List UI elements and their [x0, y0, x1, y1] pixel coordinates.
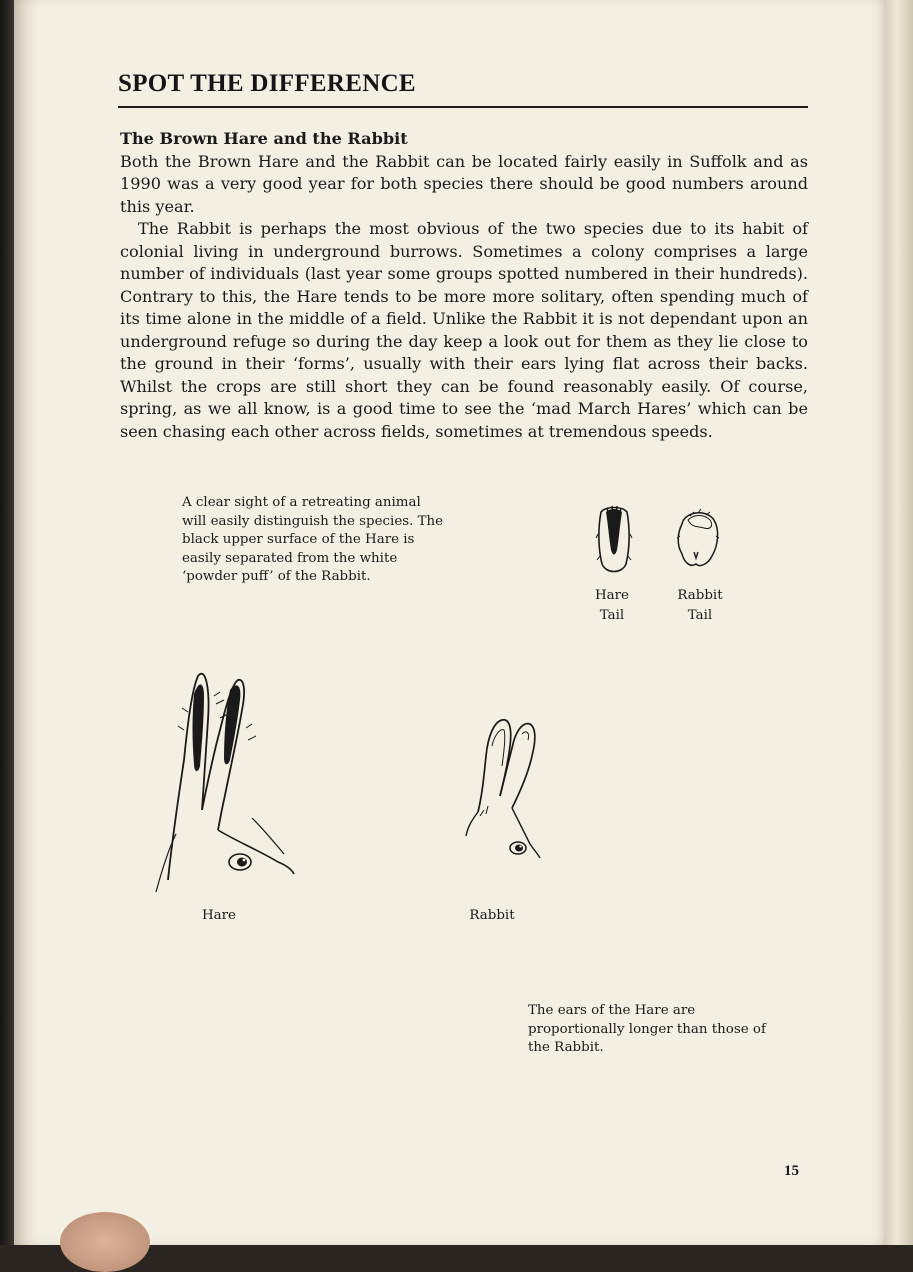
rabbit-ears-label: Rabbit: [469, 908, 515, 923]
rabbit-tail-label-name: Rabbit: [677, 588, 723, 603]
page-edge: [886, 0, 913, 1245]
page-title: SPOT THE DIFFERENCE: [118, 70, 416, 97]
hare-ears-illustration: [148, 670, 298, 892]
article-body: [120, 128, 808, 443]
page-number: 15: [784, 1163, 799, 1179]
article-paragraph: Both the Brown Hare and the Rabbit can be located fairly easily in Suffolk and as 1990 was a very good year for both species there should be good numbers around this year.: [120, 151, 808, 216]
hare-tail-label-name: Hare: [595, 588, 629, 603]
ears-caption: The ears of the Hare are proportionally longer than those of the Rabbit.: [528, 1003, 766, 1056]
hare-tail-label-tail: Tail: [599, 608, 625, 623]
tail-caption: A clear sight of a retreating animal will easily distinguish the species. The black upper surface of the Hare is easily separated from the white ‘powder puff’ of the Rabbit.: [182, 495, 444, 585]
rabbit-tail-label-tail: Tail: [687, 608, 713, 623]
book-binding: [0, 0, 14, 1245]
rabbit-tail-illustration: [670, 506, 724, 572]
rabbit-ears-illustration: [448, 716, 552, 868]
hare-tail-label: [588, 586, 636, 626]
hare-ears-label: Hare: [202, 908, 236, 923]
thumb-edge: [60, 1212, 150, 1272]
rabbit-tail-label: [672, 586, 728, 626]
article-paragraph: The Rabbit is perhaps the most obvious of the two species due to its habit of colonial living in underground burrows. Sometimes a colony comprises a large number of individuals (last year some groups spotted numbered in their hundreds). Contrary to this, the Hare tends to be more more solitary, often spending much of its time alone in the middle of a field. Unlike the Rabbit it is not dependant upon an underground refuge so during the day keep a look out for them as they lie close to the ground in their ‘forms’, usually with their ears lying flat across their backs. Whilst the crops are still short they can be found reasonably easily. Of course, spring, as we all know, is a good time to see the ‘mad March Hares’ which can be seen chasing each other across fields, sometimes at tremendous speeds.: [120, 219, 808, 441]
hare-tail-illustration: [592, 504, 636, 578]
title-rule: [118, 106, 808, 108]
article-heading: The Brown Hare and the Rabbit: [120, 129, 408, 148]
